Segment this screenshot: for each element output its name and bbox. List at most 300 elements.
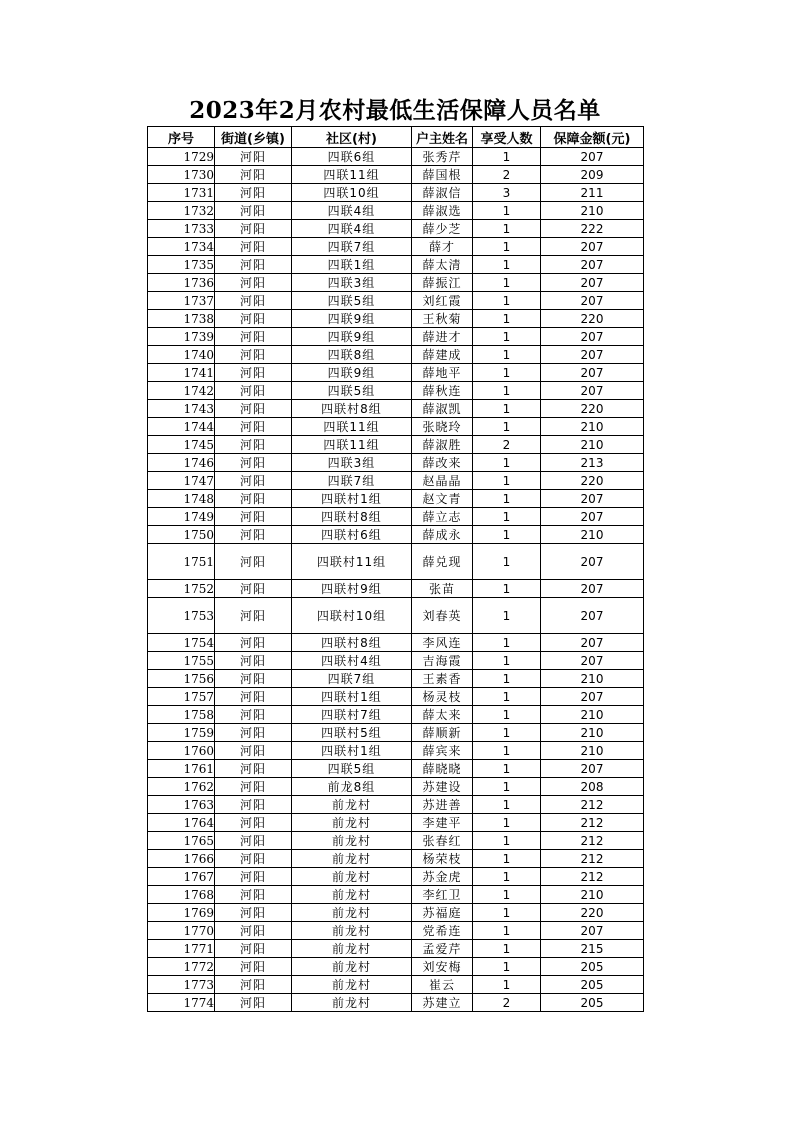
table-row: [148, 274, 644, 292]
community-cell: 前龙村: [292, 904, 412, 922]
people-count-cell: 1: [473, 850, 541, 868]
serial-number-cell: 1738: [148, 310, 215, 328]
table-row: [148, 436, 644, 454]
people-count-cell: 1: [473, 382, 541, 400]
serial-number-cell: 1760: [148, 742, 215, 760]
people-count-cell: 1: [473, 778, 541, 796]
householder-name-cell: 薛改来: [412, 454, 473, 472]
people-count-cell: 1: [473, 598, 541, 634]
street-cell: 河阳: [215, 328, 292, 346]
people-count-cell: 1: [473, 760, 541, 778]
people-count-cell: 3: [473, 184, 541, 202]
amount-cell: 210: [541, 436, 644, 454]
people-count-cell: 1: [473, 472, 541, 490]
people-count-cell: 1: [473, 400, 541, 418]
community-cell: 四联9组: [292, 328, 412, 346]
people-count-cell: 1: [473, 922, 541, 940]
amount-cell: 207: [541, 256, 644, 274]
serial-number-cell: 1763: [148, 796, 215, 814]
serial-number-cell: 1731: [148, 184, 215, 202]
householder-name-cell: 薛淑信: [412, 184, 473, 202]
people-count-cell: 2: [473, 166, 541, 184]
serial-number-cell: 1737: [148, 292, 215, 310]
amount-cell: 207: [541, 148, 644, 166]
people-count-cell: 1: [473, 652, 541, 670]
amount-cell: 207: [541, 544, 644, 580]
table-row: [148, 148, 644, 166]
community-cell: 四联3组: [292, 454, 412, 472]
people-count-cell: 1: [473, 634, 541, 652]
serial-number-cell: 1749: [148, 508, 215, 526]
table-row: [148, 364, 644, 382]
amount-cell: 207: [541, 292, 644, 310]
serial-number-cell: 1765: [148, 832, 215, 850]
community-cell: 四联4组: [292, 202, 412, 220]
amount-cell: 207: [541, 580, 644, 598]
householder-name-cell: 张秀芹: [412, 148, 473, 166]
community-cell: 四联村11组: [292, 544, 412, 580]
header-row: [148, 127, 644, 148]
table-row: [148, 940, 644, 958]
community-cell: 前龙村: [292, 796, 412, 814]
people-count-cell: 1: [473, 508, 541, 526]
table-row: [148, 580, 644, 598]
street-cell: 河阳: [215, 850, 292, 868]
serial-number-cell: 1729: [148, 148, 215, 166]
serial-number-cell: 1757: [148, 688, 215, 706]
community-cell: 四联村7组: [292, 706, 412, 724]
table-row: [148, 742, 644, 760]
street-cell: 河阳: [215, 346, 292, 364]
people-count-cell: 1: [473, 292, 541, 310]
community-cell: 四联村4组: [292, 652, 412, 670]
householder-name-cell: 薛建成: [412, 346, 473, 364]
amount-cell: 207: [541, 490, 644, 508]
serial-number-cell: 1762: [148, 778, 215, 796]
table-row: [148, 850, 644, 868]
table-row: [148, 868, 644, 886]
table-row: [148, 202, 644, 220]
householder-name-cell: 刘春英: [412, 598, 473, 634]
community-cell: 四联7组: [292, 472, 412, 490]
serial-number-cell: 1769: [148, 904, 215, 922]
serial-number-cell: 1747: [148, 472, 215, 490]
serial-number-cell: 1744: [148, 418, 215, 436]
people-count-cell: 1: [473, 958, 541, 976]
table-row: [148, 256, 644, 274]
street-cell: 河阳: [215, 652, 292, 670]
table-row: [148, 166, 644, 184]
serial-number-cell: 1754: [148, 634, 215, 652]
street-cell: 河阳: [215, 994, 292, 1012]
community-cell: 四联5组: [292, 382, 412, 400]
householder-name-cell: 李红卫: [412, 886, 473, 904]
householder-name-cell: 薛国根: [412, 166, 473, 184]
people-count-cell: 1: [473, 868, 541, 886]
community-cell: 四联8组: [292, 346, 412, 364]
people-count-cell: 1: [473, 814, 541, 832]
amount-cell: 210: [541, 742, 644, 760]
table-row: [148, 652, 644, 670]
table-row: [148, 886, 644, 904]
serial-number-cell: 1758: [148, 706, 215, 724]
header-people-count: 享受人数: [473, 127, 541, 148]
serial-number-cell: 1768: [148, 886, 215, 904]
serial-number-cell: 1734: [148, 238, 215, 256]
community-cell: 四联4组: [292, 220, 412, 238]
householder-name-cell: 薛宾来: [412, 742, 473, 760]
householder-name-cell: 孟爱芹: [412, 940, 473, 958]
serial-number-cell: 1736: [148, 274, 215, 292]
householder-name-cell: 苏福庭: [412, 904, 473, 922]
header-serial-number: 序号: [148, 127, 215, 148]
community-cell: 四联村8组: [292, 400, 412, 418]
people-count-cell: 1: [473, 238, 541, 256]
householder-name-cell: 刘红霞: [412, 292, 473, 310]
amount-cell: 210: [541, 724, 644, 742]
community-cell: 前龙村: [292, 832, 412, 850]
community-cell: 四联村6组: [292, 526, 412, 544]
community-cell: 前龙村: [292, 850, 412, 868]
serial-number-cell: 1742: [148, 382, 215, 400]
street-cell: 河阳: [215, 940, 292, 958]
amount-cell: 213: [541, 454, 644, 472]
amount-cell: 205: [541, 976, 644, 994]
people-count-cell: 1: [473, 310, 541, 328]
amount-cell: 209: [541, 166, 644, 184]
table-row: [148, 598, 644, 634]
householder-name-cell: 王素香: [412, 670, 473, 688]
amount-cell: 207: [541, 364, 644, 382]
people-count-cell: 1: [473, 454, 541, 472]
street-cell: 河阳: [215, 832, 292, 850]
householder-name-cell: 苏金虎: [412, 868, 473, 886]
serial-number-cell: 1755: [148, 652, 215, 670]
householder-name-cell: 苏建立: [412, 994, 473, 1012]
householder-name-cell: 张苗: [412, 580, 473, 598]
amount-cell: 212: [541, 850, 644, 868]
street-cell: 河阳: [215, 670, 292, 688]
street-cell: 河阳: [215, 490, 292, 508]
table-row: [148, 688, 644, 706]
people-count-cell: 1: [473, 580, 541, 598]
amount-cell: 207: [541, 238, 644, 256]
householder-name-cell: 党希连: [412, 922, 473, 940]
people-count-cell: 1: [473, 220, 541, 238]
amount-cell: 210: [541, 706, 644, 724]
people-count-cell: 1: [473, 256, 541, 274]
table-row: [148, 400, 644, 418]
page-title: 2023年2月农村最低生活保障人员名单: [189, 97, 601, 124]
street-cell: 河阳: [215, 706, 292, 724]
street-cell: 河阳: [215, 436, 292, 454]
serial-number-cell: 1774: [148, 994, 215, 1012]
amount-cell: 207: [541, 922, 644, 940]
householder-name-cell: 王秋菊: [412, 310, 473, 328]
people-count-cell: 2: [473, 994, 541, 1012]
householder-name-cell: 薛地平: [412, 364, 473, 382]
community-cell: 四联村5组: [292, 724, 412, 742]
amount-cell: 207: [541, 652, 644, 670]
amount-cell: 207: [541, 760, 644, 778]
community-cell: 前龙村: [292, 814, 412, 832]
table-row: [148, 382, 644, 400]
people-count-cell: 1: [473, 526, 541, 544]
community-cell: 四联5组: [292, 292, 412, 310]
amount-cell: 207: [541, 508, 644, 526]
community-cell: 四联1组: [292, 256, 412, 274]
people-count-cell: 2: [473, 436, 541, 454]
people-count-cell: 1: [473, 544, 541, 580]
amount-cell: 220: [541, 472, 644, 490]
street-cell: 河阳: [215, 238, 292, 256]
householder-name-cell: 赵文青: [412, 490, 473, 508]
householder-name-cell: 崔云: [412, 976, 473, 994]
people-count-cell: 1: [473, 742, 541, 760]
header-amount: 保障金额(元): [541, 127, 644, 148]
street-cell: 河阳: [215, 508, 292, 526]
householder-name-cell: 薛晓晓: [412, 760, 473, 778]
householder-name-cell: 吉海霞: [412, 652, 473, 670]
community-cell: 前龙8组: [292, 778, 412, 796]
amount-cell: 212: [541, 796, 644, 814]
street-cell: 河阳: [215, 202, 292, 220]
amount-cell: 210: [541, 670, 644, 688]
street-cell: 河阳: [215, 148, 292, 166]
community-cell: 前龙村: [292, 994, 412, 1012]
people-count-cell: 1: [473, 706, 541, 724]
table-row: [148, 760, 644, 778]
householder-name-cell: 薛少芝: [412, 220, 473, 238]
amount-cell: 205: [541, 958, 644, 976]
table-row: [148, 976, 644, 994]
serial-number-cell: 1748: [148, 490, 215, 508]
amount-cell: 207: [541, 382, 644, 400]
community-cell: 四联11组: [292, 436, 412, 454]
serial-number-cell: 1741: [148, 364, 215, 382]
community-cell: 前龙村: [292, 922, 412, 940]
people-count-cell: 1: [473, 724, 541, 742]
street-cell: 河阳: [215, 472, 292, 490]
people-count-cell: 1: [473, 346, 541, 364]
serial-number-cell: 1733: [148, 220, 215, 238]
amount-cell: 208: [541, 778, 644, 796]
street-cell: 河阳: [215, 166, 292, 184]
householder-name-cell: 薛进才: [412, 328, 473, 346]
street-cell: 河阳: [215, 364, 292, 382]
community-cell: 前龙村: [292, 886, 412, 904]
table-row: [148, 778, 644, 796]
people-count-cell: 1: [473, 796, 541, 814]
serial-number-cell: 1766: [148, 850, 215, 868]
people-count-cell: 1: [473, 364, 541, 382]
householder-name-cell: 薛成永: [412, 526, 473, 544]
street-cell: 河阳: [215, 418, 292, 436]
table-row: [148, 418, 644, 436]
table-row: [148, 634, 644, 652]
street-cell: 河阳: [215, 184, 292, 202]
householder-name-cell: 刘安梅: [412, 958, 473, 976]
community-cell: 前龙村: [292, 868, 412, 886]
people-count-cell: 1: [473, 202, 541, 220]
community-cell: 四联村1组: [292, 490, 412, 508]
street-cell: 河阳: [215, 292, 292, 310]
table-row: [148, 724, 644, 742]
community-cell: 四联9组: [292, 364, 412, 382]
people-count-cell: 1: [473, 670, 541, 688]
serial-number-cell: 1773: [148, 976, 215, 994]
serial-number-cell: 1756: [148, 670, 215, 688]
householder-name-cell: 薛淑选: [412, 202, 473, 220]
amount-cell: 215: [541, 940, 644, 958]
amount-cell: 210: [541, 202, 644, 220]
table-row: [148, 454, 644, 472]
serial-number-cell: 1759: [148, 724, 215, 742]
table-row: [148, 706, 644, 724]
table-row: [148, 220, 644, 238]
table-row: [148, 922, 644, 940]
householder-name-cell: 薛顺新: [412, 724, 473, 742]
community-cell: 四联11组: [292, 166, 412, 184]
community-cell: 前龙村: [292, 940, 412, 958]
householder-name-cell: 薛太清: [412, 256, 473, 274]
amount-cell: 207: [541, 634, 644, 652]
table-row: [148, 508, 644, 526]
people-count-cell: 1: [473, 976, 541, 994]
table-row: [148, 670, 644, 688]
serial-number-cell: 1770: [148, 922, 215, 940]
householder-name-cell: 薛太来: [412, 706, 473, 724]
householder-name-cell: 李建平: [412, 814, 473, 832]
street-cell: 河阳: [215, 904, 292, 922]
street-cell: 河阳: [215, 796, 292, 814]
householder-name-cell: 张春红: [412, 832, 473, 850]
table-row: [148, 544, 644, 580]
street-cell: 河阳: [215, 544, 292, 580]
amount-cell: 220: [541, 310, 644, 328]
street-cell: 河阳: [215, 958, 292, 976]
street-cell: 河阳: [215, 760, 292, 778]
people-count-cell: 1: [473, 418, 541, 436]
table-row: [148, 328, 644, 346]
street-cell: 河阳: [215, 274, 292, 292]
community-cell: 前龙村: [292, 976, 412, 994]
street-cell: 河阳: [215, 598, 292, 634]
street-cell: 河阳: [215, 634, 292, 652]
community-cell: 前龙村: [292, 958, 412, 976]
table-row: [148, 796, 644, 814]
recipients-table: [147, 126, 644, 1012]
amount-cell: 222: [541, 220, 644, 238]
amount-cell: 220: [541, 904, 644, 922]
table-row: [148, 958, 644, 976]
street-cell: 河阳: [215, 400, 292, 418]
serial-number-cell: 1750: [148, 526, 215, 544]
serial-number-cell: 1732: [148, 202, 215, 220]
serial-number-cell: 1751: [148, 544, 215, 580]
amount-cell: 210: [541, 886, 644, 904]
street-cell: 河阳: [215, 886, 292, 904]
header-street: 街道(乡镇): [215, 127, 292, 148]
householder-name-cell: 薛兑现: [412, 544, 473, 580]
people-count-cell: 1: [473, 940, 541, 958]
table-row: [148, 472, 644, 490]
amount-cell: 207: [541, 274, 644, 292]
householder-name-cell: 杨灵枝: [412, 688, 473, 706]
table-row: [148, 904, 644, 922]
table-row: [148, 346, 644, 364]
householder-name-cell: 薛振江: [412, 274, 473, 292]
table-row: [148, 994, 644, 1012]
street-cell: 河阳: [215, 220, 292, 238]
people-count-cell: 1: [473, 328, 541, 346]
householder-name-cell: 苏建设: [412, 778, 473, 796]
street-cell: 河阳: [215, 382, 292, 400]
serial-number-cell: 1745: [148, 436, 215, 454]
serial-number-cell: 1767: [148, 868, 215, 886]
serial-number-cell: 1730: [148, 166, 215, 184]
table-row: [148, 832, 644, 850]
community-cell: 四联9组: [292, 310, 412, 328]
amount-cell: 207: [541, 346, 644, 364]
street-cell: 河阳: [215, 976, 292, 994]
street-cell: 河阳: [215, 688, 292, 706]
street-cell: 河阳: [215, 310, 292, 328]
serial-number-cell: 1739: [148, 328, 215, 346]
serial-number-cell: 1740: [148, 346, 215, 364]
street-cell: 河阳: [215, 454, 292, 472]
table-row: [148, 814, 644, 832]
amount-cell: 212: [541, 868, 644, 886]
people-count-cell: 1: [473, 490, 541, 508]
householder-name-cell: 张晓玲: [412, 418, 473, 436]
community-cell: 四联村8组: [292, 634, 412, 652]
street-cell: 河阳: [215, 724, 292, 742]
serial-number-cell: 1746: [148, 454, 215, 472]
serial-number-cell: 1752: [148, 580, 215, 598]
serial-number-cell: 1761: [148, 760, 215, 778]
street-cell: 河阳: [215, 742, 292, 760]
table-row: [148, 184, 644, 202]
serial-number-cell: 1753: [148, 598, 215, 634]
community-cell: 四联5组: [292, 760, 412, 778]
serial-number-cell: 1743: [148, 400, 215, 418]
amount-cell: 210: [541, 418, 644, 436]
table-row: [148, 292, 644, 310]
householder-name-cell: 苏进善: [412, 796, 473, 814]
amount-cell: 212: [541, 832, 644, 850]
community-cell: 四联村1组: [292, 688, 412, 706]
householder-name-cell: 薛立志: [412, 508, 473, 526]
householder-name-cell: 杨荣枝: [412, 850, 473, 868]
community-cell: 四联11组: [292, 418, 412, 436]
people-count-cell: 1: [473, 904, 541, 922]
header-community: 社区(村): [292, 127, 412, 148]
community-cell: 四联村8组: [292, 508, 412, 526]
street-cell: 河阳: [215, 580, 292, 598]
people-count-cell: 1: [473, 832, 541, 850]
table-row: [148, 310, 644, 328]
amount-cell: 220: [541, 400, 644, 418]
people-count-cell: 1: [473, 688, 541, 706]
people-count-cell: 1: [473, 148, 541, 166]
street-cell: 河阳: [215, 526, 292, 544]
street-cell: 河阳: [215, 256, 292, 274]
table-row: [148, 526, 644, 544]
amount-cell: 211: [541, 184, 644, 202]
householder-name-cell: 薛淑胜: [412, 436, 473, 454]
table-row: [148, 238, 644, 256]
